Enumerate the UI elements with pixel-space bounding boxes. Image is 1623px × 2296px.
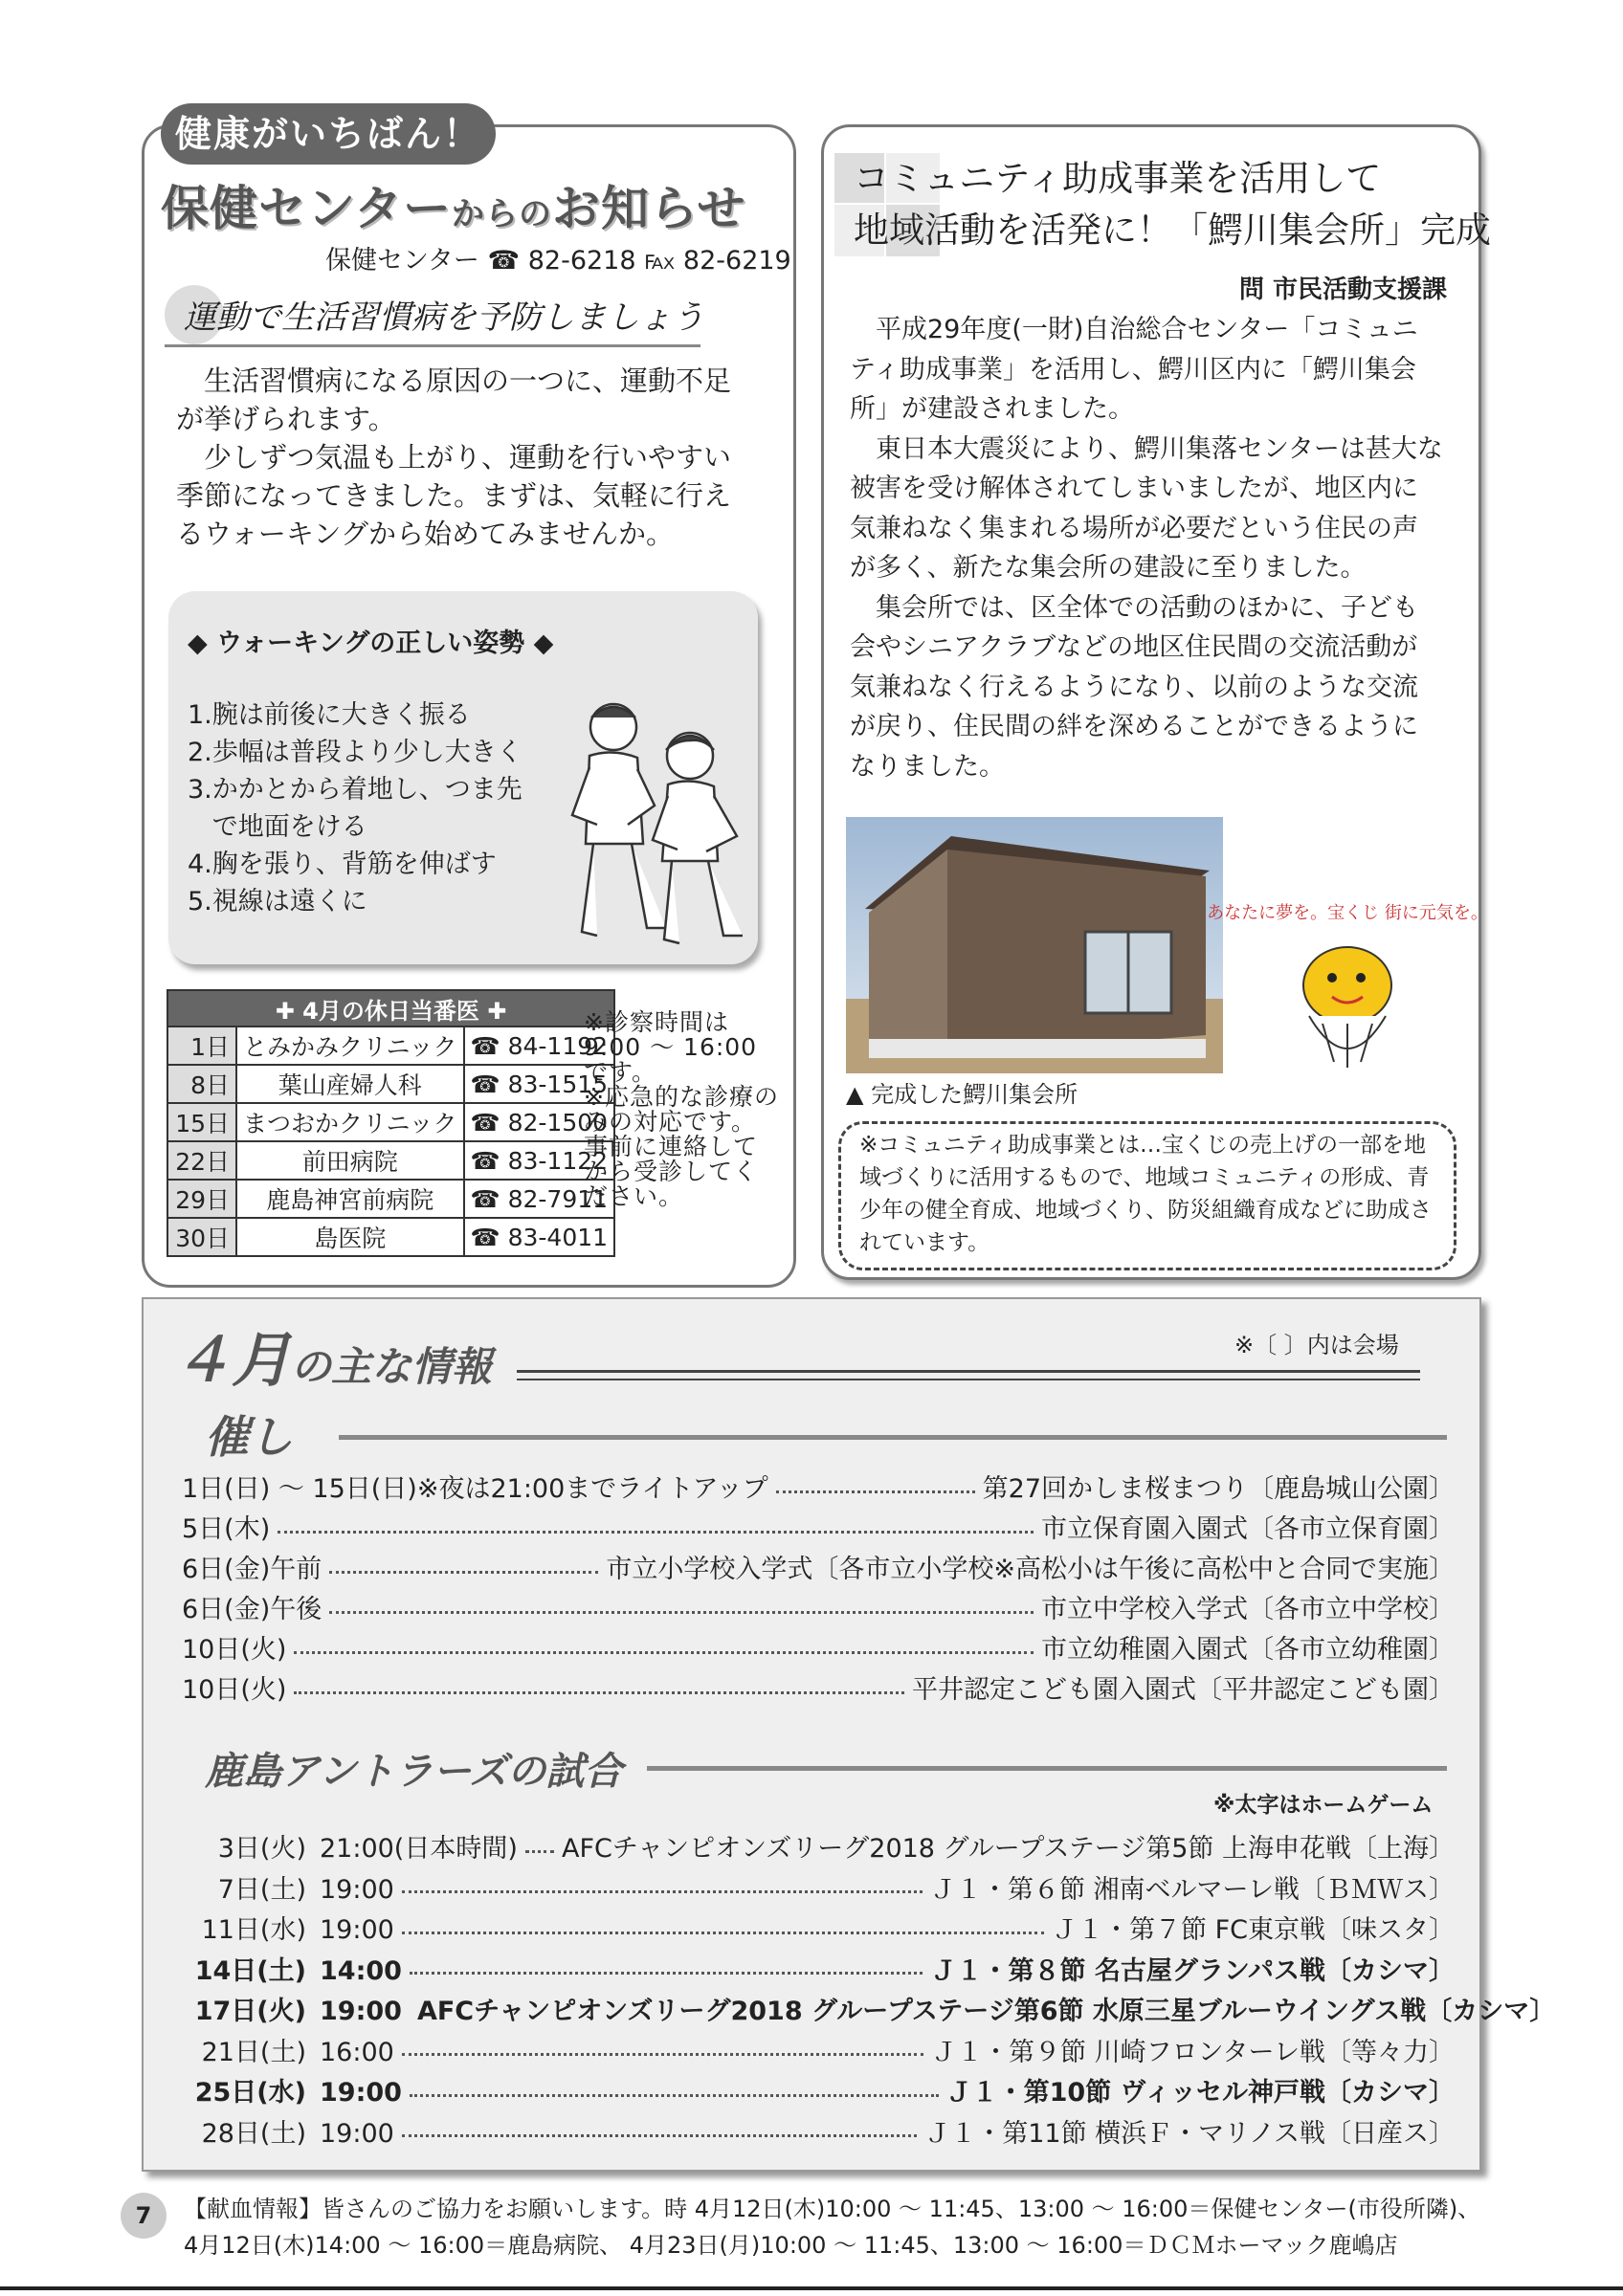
list-item (182, 1510, 1455, 1550)
leader-dots (402, 1932, 1044, 1934)
match-time: 19:00 (320, 2118, 394, 2149)
info-title-month: ４月 (172, 1325, 292, 1395)
photo-caption: ▲ 完成した鰐川集会所 (846, 1081, 1078, 1108)
community-paragraph: 平成29年度(一財)自治総合センター「コミュニティ助成事業」を活用し、鰐川区内に「鰐川集会所」が建設されました。 (850, 315, 1418, 424)
leader-dots (402, 1890, 923, 1893)
clinic-tel: ☎ 82-7911 (464, 1180, 615, 1218)
walking-people-illustration (561, 681, 752, 949)
clinic-note (584, 1010, 780, 1209)
clinic-note-emergency: ※応急的な診療のみの対応です。事前に連絡してから受診してください。 (584, 1083, 779, 1210)
list-item (182, 1870, 1455, 1911)
page-bottom-rule (0, 2286, 1623, 2290)
clinic-note-hours: ※診察時間は 9:00 ～ 16:00 です。 (584, 1008, 758, 1086)
community-paragraph: 集会所では、区全体での活動のほかに、子ども会やシニアクラブなどの地区住民間の交流活動が気兼ねなく行えるようになり、以前のような交流が戻り、住民間の絆を深めることができるようになりました。 (850, 592, 1418, 782)
match-time: 19:00 (320, 2078, 402, 2108)
list-item (182, 1952, 1455, 1993)
clinic-table (167, 989, 615, 1257)
community-title-line1: コミュニティ助成事業を活用して (854, 158, 1382, 199)
match-date: 11日(水) (201, 1915, 306, 1946)
walking-list (188, 696, 522, 920)
match-text: Ｊ１・第８節 名古屋グランパス戦〔カシマ〕 (930, 1955, 1455, 1986)
leader-dots (410, 2094, 939, 2097)
clinic-day: 29日 (167, 1180, 236, 1218)
match-time: 19:00 (320, 1874, 394, 1905)
antlers-heading: 鹿島アントラーズの試合 (205, 1750, 623, 1794)
events-list (182, 1469, 1455, 1711)
health-subheading (165, 285, 704, 347)
match-text: Ｊ１・第９節 川崎フロンターレ戦〔等々力〕 (931, 2037, 1455, 2067)
events-heading-rule (339, 1435, 1447, 1440)
lottery-mascot (1207, 890, 1488, 1081)
event-date: 1日(日) ～ 15日(日)※夜は21:00までライトアップ (182, 1474, 768, 1504)
clinic-tel: ☎ 83-4011 (464, 1218, 615, 1256)
clinic-name: 島医院 (236, 1218, 464, 1256)
clinic-day: 30日 (167, 1218, 236, 1256)
list-item (182, 1670, 1455, 1711)
clinic-name: とみかみクリニック (236, 1027, 464, 1065)
event-date: 6日(金)午後 (182, 1595, 322, 1624)
match-date: 28日(土) (201, 2118, 306, 2149)
list-item (182, 2033, 1455, 2074)
walking-item: 2.歩幅は普段より少し大きく (188, 738, 522, 767)
list-item (182, 2114, 1455, 2155)
leader-dots (776, 1490, 975, 1493)
match-time: 16:00 (320, 2037, 394, 2067)
mascot-text: あなたに夢を。宝くじ 街に元気を。 (1207, 903, 1488, 923)
clinic-name: 葉山産婦人科 (236, 1065, 464, 1103)
event-text: 市立中学校入学式〔各市立中学校〕 (1041, 1595, 1455, 1624)
clinic-tel: ☎ 83-1515 (464, 1065, 615, 1103)
match-text: AFCチャンピオンズリーグ2018 グループステージ第6節 水原三星ブルーウイングス戦〔カシマ〕 (416, 1997, 1556, 2027)
event-date: 6日(金)午前 (182, 1555, 322, 1584)
leader-dots (410, 1972, 923, 1975)
table-row (167, 1027, 614, 1065)
health-title (161, 170, 746, 239)
info-title (172, 1313, 492, 1398)
blood-donation-info (184, 2191, 1495, 2263)
health-paragraph: 生活習慣病になる原因の一つに、運動不足が挙げられます。 (176, 364, 732, 435)
clinic-name: まつおかクリニック (236, 1103, 464, 1141)
community-note: ※コミュニティ助成事業とは…宝くじの売上げの一部を地域づくりに活用するもので、地域コミュニティの形成、青少年の健全育成、地域づくり、防災組織育成などに助成されています。 (859, 1133, 1432, 1255)
list-item (182, 1910, 1455, 1952)
event-text: 市立幼稚園入園式〔各市立幼稚園〕 (1041, 1635, 1455, 1665)
clinic-table-header-row (167, 990, 614, 1027)
match-date: 7日(土) (217, 1874, 306, 1905)
walking-item: で地面をける (188, 812, 367, 842)
clinic-day: 22日 (167, 1141, 236, 1180)
table-row (167, 1103, 614, 1141)
health-subheading-text: 運動で生活習慣病を予防しましょう (184, 298, 704, 337)
clinic-day: 15日 (167, 1103, 236, 1141)
footer-line-2: 4月12日(木)14:00 ～ 16:00＝鹿島病院、 4月23日(月)10:00 ～ 11:45、13:00 ～ 16:00＝ＤＣＭホーマック鹿嶋店 (184, 2232, 1398, 2259)
community-body (850, 310, 1443, 786)
match-date: 14日(土) (194, 1955, 306, 1986)
match-date: 25日(水) (194, 2078, 306, 2108)
health-paragraph: 少しずつ気温も上がり、運動を行いやすい季節になってきました。まずは、気軽に行えるウォーキングから始めてみませんか。 (176, 441, 732, 550)
clinic-tel: ☎ 83-1122 (464, 1141, 615, 1180)
matches-list (182, 1829, 1556, 2154)
walking-item: 1.腕は前後に大きく振る (188, 700, 471, 730)
leader-dots (278, 1531, 1034, 1534)
footer-line-1: 【献血情報】皆さんのご協力をお願いします。時 4月12日(木)10:00 ～ 11:45、13:00 ～ 16:00＝保健センター(市役所隣)、 (184, 2196, 1481, 2222)
community-title-line2: 地域活動を活発に！「鰐川集会所」完成 (854, 210, 1491, 251)
leader-dots (329, 1571, 598, 1574)
match-text: Ｊ１・第６節 湘南ベルマーレ戦〔ＢＭＷス〕 (929, 1874, 1455, 1905)
clinic-day: 8日 (167, 1065, 236, 1103)
clinic-tel: ☎ 82-1500 (464, 1103, 615, 1141)
walking-item: 4.胸を張り、背筋を伸ばす (188, 850, 497, 879)
health-body (176, 362, 750, 553)
clinic-tel: ☎ 84-1192 (464, 1027, 615, 1065)
list-item (182, 1469, 1455, 1510)
match-time: 14:00 (320, 1955, 402, 1986)
health-tag: 健康がいちばん！ (161, 103, 496, 165)
list-item (182, 1550, 1455, 1590)
clinic-name: 鹿島神宮前病院 (236, 1180, 464, 1218)
health-title-part3: お知らせ (552, 181, 746, 236)
page-number: 7 (121, 2193, 167, 2239)
list-item (182, 1630, 1455, 1670)
match-date: 3日(火) (217, 1834, 306, 1865)
leader-dots (294, 1651, 1034, 1654)
info-title-rest: の主な情報 (291, 1343, 493, 1390)
list-item (182, 1829, 1455, 1870)
community-title (854, 153, 1491, 256)
leader-dots (294, 1691, 904, 1694)
events-heading: 催し (205, 1411, 293, 1463)
match-time: 19:00 (320, 1997, 402, 2027)
clinic-day: 1日 (167, 1027, 236, 1065)
match-text: Ｊ１・第10節 ヴィッセル神戸戦〔カシマ〕 (945, 2078, 1455, 2108)
health-contact: 保健センター ☎ 82-6218 ℻ 82-6219 (325, 246, 791, 276)
event-date: 10日(火) (182, 1675, 287, 1705)
walking-title: ◆ ウォーキングの正しい姿勢 ◆ (188, 629, 554, 658)
walking-item: 5.視線は遠くに (188, 887, 367, 916)
info-venue-note: ※〔 〕内は会場 (1234, 1332, 1399, 1358)
event-text: 平井認定こども園入園式〔平井認定こども園〕 (912, 1675, 1455, 1705)
leader-dots (525, 1850, 554, 1853)
leader-dots (402, 2053, 923, 2056)
health-title-part2: からの (452, 195, 552, 233)
antlers-note: ※太字はホームゲーム (1213, 1793, 1434, 1818)
list-item (182, 1590, 1455, 1630)
leader-dots (402, 2134, 917, 2137)
list-item (182, 1992, 1556, 2033)
table-row (167, 1065, 614, 1103)
clinic-table-title: ✚ 4月の休日当番医 ✚ (167, 990, 614, 1027)
match-date: 17日(火) (194, 1997, 306, 2027)
list-item (182, 2073, 1455, 2114)
match-time: 19:00 (320, 1915, 394, 1946)
table-row (167, 1218, 614, 1256)
health-title-part1: 保健センター (161, 181, 452, 236)
match-time: 21:00(日本時間) (320, 1834, 518, 1865)
table-row (167, 1180, 614, 1218)
meeting-hall-photo (846, 817, 1223, 1073)
clinic-name: 前田病院 (236, 1141, 464, 1180)
match-text: Ｊ１・第７節 FC東京戦〔味スタ〕 (1052, 1915, 1455, 1946)
event-date: 5日(木) (182, 1514, 271, 1544)
match-text: Ｊ１・第11節 横浜Ｆ・マリノス戦〔日産ス〕 (924, 2118, 1455, 2149)
info-title-rule (517, 1370, 1420, 1380)
match-text: AFCチャンピオンズリーグ2018 グループステージ第5節 上海申花戦〔上海〕 (562, 1834, 1455, 1865)
event-text: 第27回かしま桜まつり〔鹿島城山公園〕 (982, 1474, 1455, 1504)
event-date: 10日(火) (182, 1635, 287, 1665)
leader-dots (329, 1611, 1034, 1614)
event-text: 市立保育園入園式〔各市立保育園〕 (1041, 1514, 1455, 1544)
match-date: 21日(土) (201, 2037, 306, 2067)
community-paragraph: 東日本大震災により、鰐川集落センターは甚大な被害を受け解体されてしまいましたが、地区内に気兼ねなく集まれる場所が必要だという住民の声が多く、新たな集会所の建設に至りました。 (850, 433, 1443, 583)
antlers-heading-rule (647, 1766, 1447, 1771)
table-row (167, 1141, 614, 1180)
walking-item: 3.かかとから着地し、つま先 (188, 775, 522, 805)
community-department: 問 市民活動支援課 (1238, 276, 1447, 304)
event-text: 市立小学校入学式〔各市立小学校※高松小は午後に高松中と合同で実施〕 (606, 1555, 1455, 1584)
